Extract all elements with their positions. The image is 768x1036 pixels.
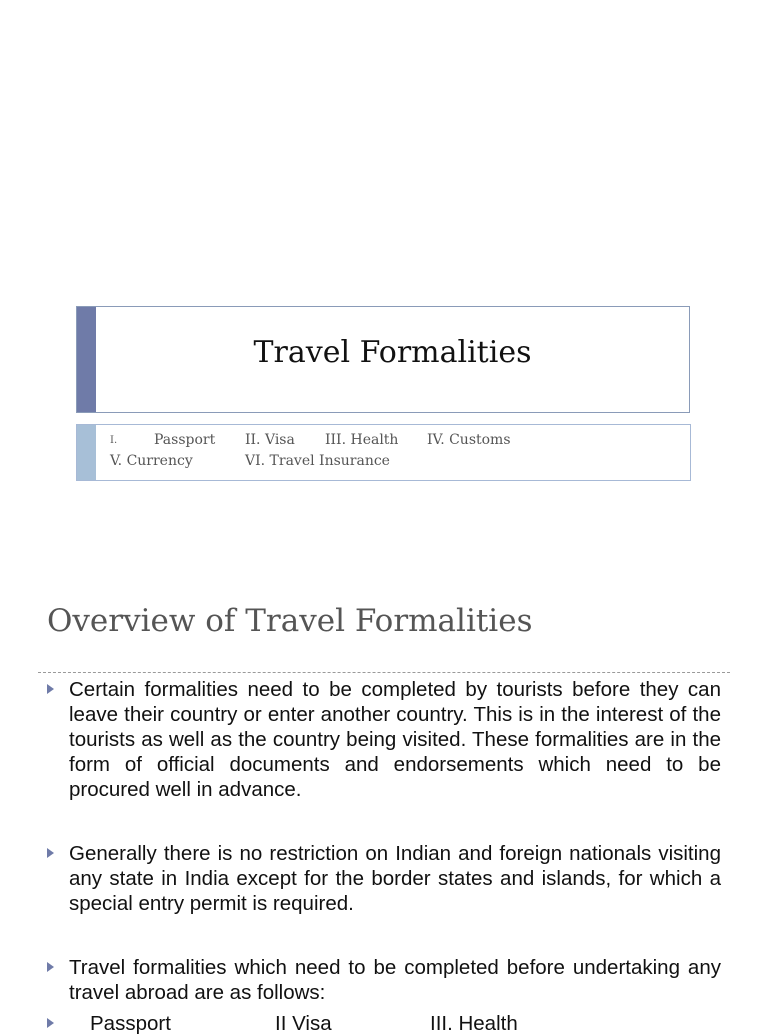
subtitle-item-passport: Passport (154, 432, 216, 448)
slide-title-box (76, 306, 690, 413)
subtitle-accent-bar (77, 425, 96, 480)
bullet-arrow-icon (47, 1018, 54, 1028)
slide-subtitle-box (76, 424, 691, 481)
bullet-arrow-icon (47, 848, 54, 858)
subtitle-item-visa: II. Visa (245, 432, 295, 448)
title-accent-bar (77, 307, 96, 412)
heading-divider (38, 672, 730, 673)
list-item-visa: II Visa (275, 1012, 332, 1035)
bullet-arrow-icon (47, 684, 54, 694)
subtitle-item-currency: V. Currency (110, 453, 193, 469)
bullet-arrow-icon (47, 962, 54, 972)
subtitle-item-health: III. Health (325, 432, 399, 448)
bullet-text: Generally there is no restriction on Indian and foreign nationals visiting any state in India except for the border states and islands, for which a special entry permit is required. (69, 842, 721, 915)
subtitle-item-insurance: VI. Travel Insurance (245, 453, 390, 469)
list-item-health: III. Health (430, 1012, 518, 1035)
section-heading: Overview of Travel Formalities (47, 603, 533, 639)
slide-title: Travel Formalities (253, 335, 532, 370)
bullet-text: Travel formalities which need to be completed before undertaking any travel abroad are as follows: (69, 956, 721, 1004)
bullet-text: Certain formalities need to be completed by tourists before they can leave their country or enter another country. This is in the interest of the tourists as well as the country being visited. These formalities are in the form of official documents and endorsements which need to be procured well in advance. (69, 678, 721, 801)
list-item-passport: Passport (90, 1012, 171, 1035)
subtitle-item-number: I. (110, 435, 118, 446)
subtitle-item-customs: IV. Customs (427, 432, 511, 448)
